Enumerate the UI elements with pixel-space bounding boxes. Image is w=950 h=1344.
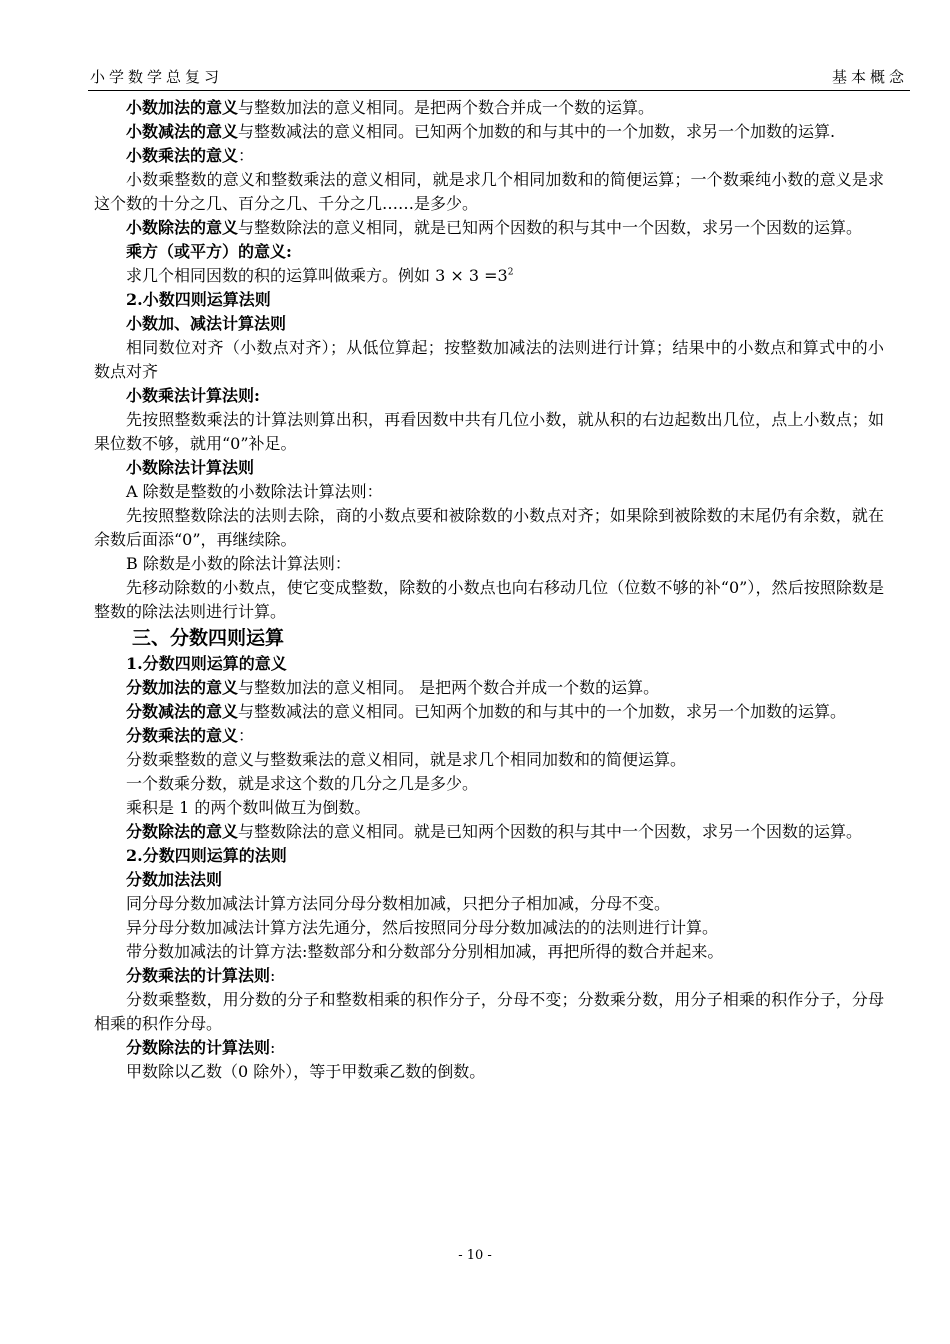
term: 分数除法的意义 [126, 822, 239, 841]
header-divider [88, 90, 910, 91]
term: 分数减法的意义 [126, 702, 239, 721]
paragraph: 小数减法的意义与整数减法的意义相同。已知两个加数的和与其中的一个加数，求另一个加数的运算. [126, 122, 836, 141]
paragraph: 小数乘法的意义： [126, 146, 255, 165]
subheading: 2.分数四则运算的法则 [126, 846, 287, 865]
subheading: 小数除法计算法则 [126, 458, 255, 477]
subheading: 2.小数四则运算法则 [126, 290, 271, 309]
paragraph: 分数乘法的计算法则: [126, 966, 276, 985]
term: 小数除法的意义 [126, 218, 239, 237]
subheading: 1.分数四则运算的意义 [126, 654, 287, 673]
term: 分数乘法的计算法则 [126, 966, 271, 985]
document-body [94, 96, 884, 1084]
paragraph: 先按照整数乘法的计算法则算出积，再看因数中共有几位小数，就从积的右边起数出几位，点上小数点；如果位数不够，就用“0”补足。 [94, 410, 884, 453]
paragraph: 小数乘整数的意义和整数乘法的意义相同，就是求几个相同加数和的简便运算；一个数乘纯小数的意义是求这个数的十分之几、百分之几、千分之几……是多少。 [94, 170, 884, 213]
paragraph: 先按照整数除法的法则去除，商的小数点要和被除数的小数点对齐；如果除到被除数的末尾仍有余数，就在余数后面添“0”，再继续除。 [94, 506, 884, 549]
term: 小数加法的意义 [126, 98, 239, 117]
section-heading: 三、分数四则运算 [132, 627, 285, 649]
header-title: 小学数学总复习 [90, 68, 224, 86]
paragraph: 求几个相同因数的积的运算叫做乘方。例如 $3 \times 3 =3^2$ [126, 266, 514, 285]
header-section: 基本概念 [831, 68, 908, 86]
paragraph: 同分母分数加减法计算方法同分母分数相加减，只把分子相加减，分母不变。 [126, 894, 671, 913]
running-header [90, 66, 908, 92]
paragraph: A 除数是整数的小数除法计算法则： [126, 482, 383, 501]
paragraph: 带分数加减法的计算方法:整数部分和分数部分分别相加减，再把所得的数合并起来。 [126, 942, 724, 961]
term: 小数乘法的意义 [126, 146, 239, 165]
paragraph: B 除数是小数的除法计算法则： [126, 554, 351, 573]
paragraph: 分数乘整数，用分数的分子和整数相乘的积作分子，分母不变；分数乘分数，用分子相乘的积作分子，分母相乘的积作分母。 [94, 990, 884, 1033]
paragraph: 异分母分数加减法计算方法先通分，然后按照同分母分数加减法的的法则进行计算。 [126, 918, 719, 937]
subheading: 小数加、减法计算法则 [126, 314, 287, 333]
term: 小数减法的意义 [126, 122, 239, 141]
subheading: 小数乘法计算法则: [126, 386, 260, 405]
paragraph: 先移动除数的小数点，使它变成整数，除数的小数点也向右移动几位（位数不够的补“0”），然后按照除数是整数的除法法则进行计算。 [94, 578, 884, 621]
term: 分数除法的计算法则 [126, 1038, 271, 1057]
paragraph: 分数乘整数的意义与整数乘法的意义相同，就是求几个相同加数和的简便运算。 [126, 750, 687, 769]
paragraph: 乘积是 1 的两个数叫做互为倒数。 [126, 798, 371, 817]
paragraph: 分数除法的意义与整数除法的意义相同。就是已知两个因数的积与其中一个因数，求另一个因数的运算。 [126, 822, 863, 841]
paragraph: 分数加法的意义与整数加法的意义相同。 是把两个数合并成一个数的运算。 [126, 678, 660, 697]
paragraph: 小数除法的意义与整数除法的意义相同，就是已知两个因数的积与其中一个因数，求另一个因数的运算。 [126, 218, 863, 237]
paragraph: 分数乘法的意义： [126, 726, 255, 745]
paragraph: 分数除法的计算法则: [126, 1038, 276, 1057]
page-number: - 10 - [458, 1248, 492, 1263]
term: 乘方（或平方）的意义: [126, 242, 292, 261]
paragraph [94, 240, 884, 264]
paragraph: 甲数除以乙数（0 除外），等于甲数乘乙数的倒数。 [126, 1062, 486, 1081]
exponent: 2 [507, 267, 514, 278]
paragraph: 相同数位对齐（小数点对齐）；从低位算起；按整数加减法的法则进行计算；结果中的小数点和算式中的小数点对齐 [94, 338, 884, 381]
paragraph: 一个数乘分数，就是求这个数的几分之几是多少。 [126, 774, 479, 793]
subheading: 分数加法法则 [126, 870, 223, 889]
term: 分数乘法的意义 [126, 726, 239, 745]
term: 分数加法的意义 [126, 678, 239, 697]
paragraph: 分数减法的意义与整数减法的意义相同。已知两个加数的和与其中的一个加数，求另一个加数的运算。 [126, 702, 847, 721]
paragraph: 小数加法的意义与整数加法的意义相同。是把两个数合并成一个数的运算。 [126, 98, 655, 117]
